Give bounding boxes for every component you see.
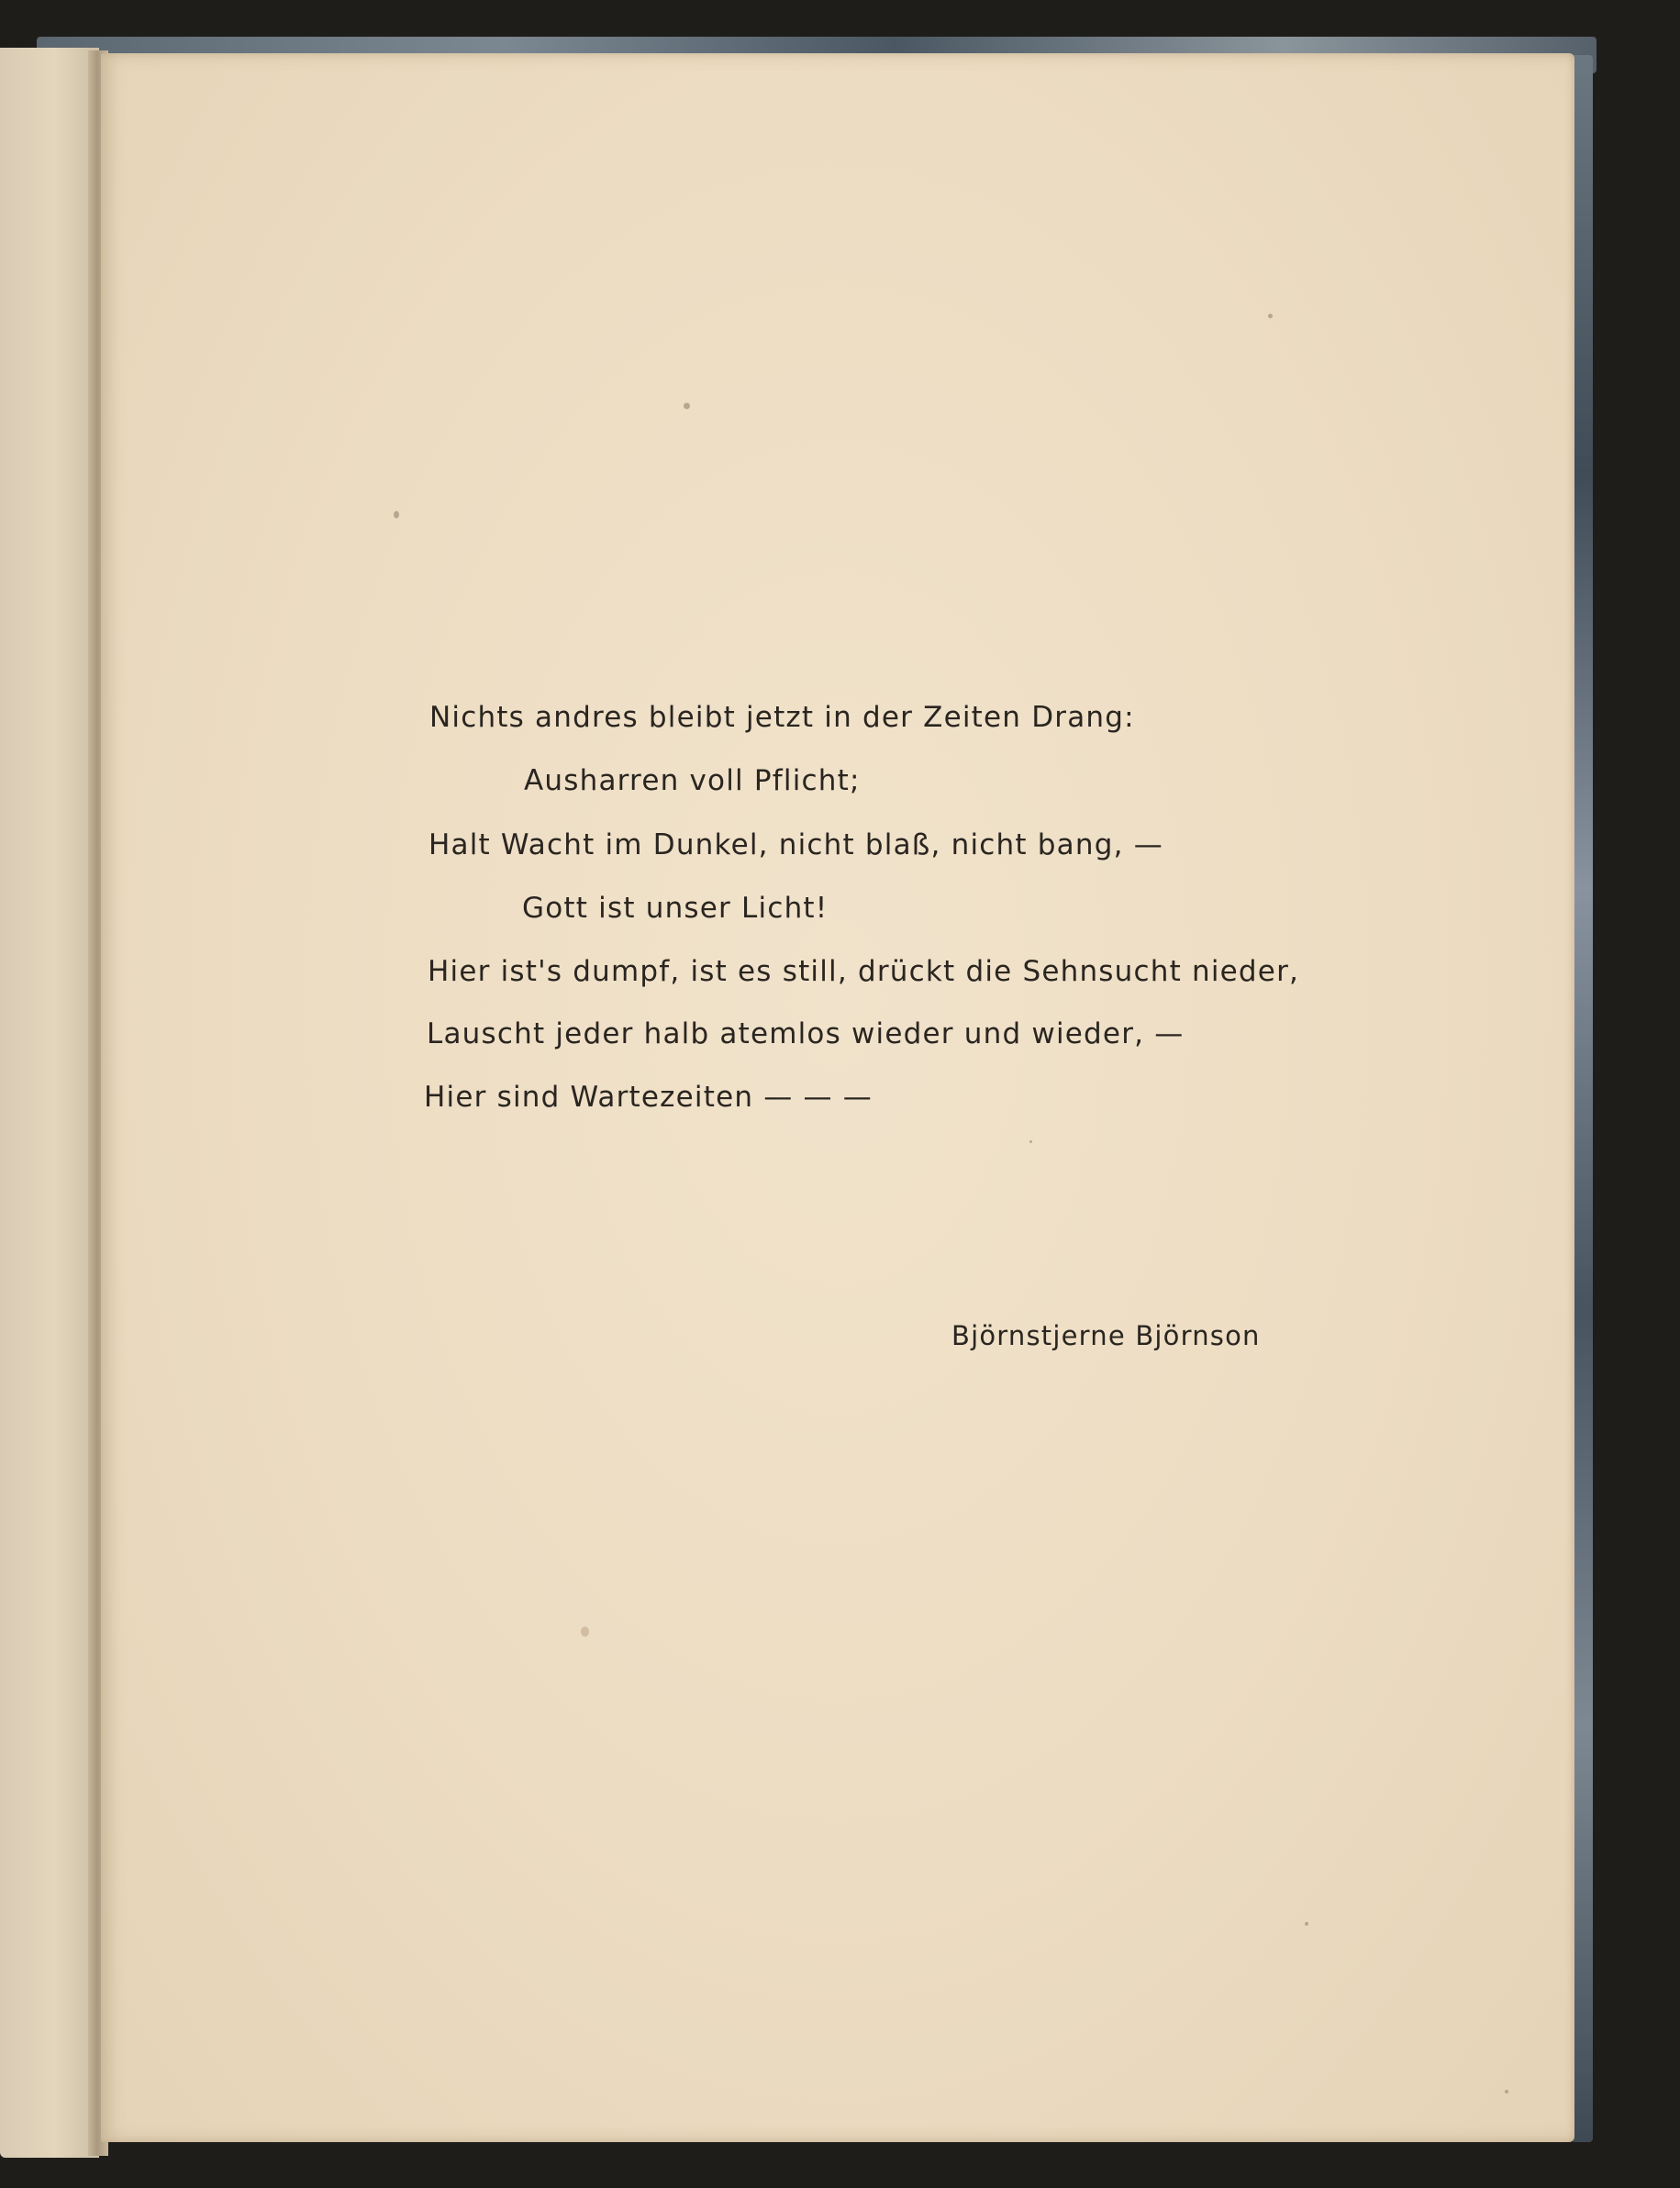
poem-line: Hier sind Wartezeiten — — —: [424, 1081, 873, 1114]
poem-line: Gott ist unser Licht!: [522, 892, 829, 925]
poem-line: Halt Wacht im Dunkel, nicht blaß, nicht bang, —: [428, 828, 1163, 861]
left-facing-page: [0, 48, 99, 2158]
poem-line: Nichts andres bleibt jetzt in der Zeiten Drang:: [429, 701, 1135, 734]
poem-author: Björnstjerne Björnson: [951, 1320, 1261, 1351]
book-page: [101, 53, 1574, 2142]
poem-line: Hier ist's dumpf, ist es still, drückt die Sehnsucht nieder,: [428, 955, 1300, 988]
poem: [101, 53, 1574, 2142]
poem-line: Lauscht jeder halb atemlos wieder und wieder, —: [427, 1017, 1185, 1050]
poem-line: Ausharren voll Pflicht;: [524, 764, 861, 797]
